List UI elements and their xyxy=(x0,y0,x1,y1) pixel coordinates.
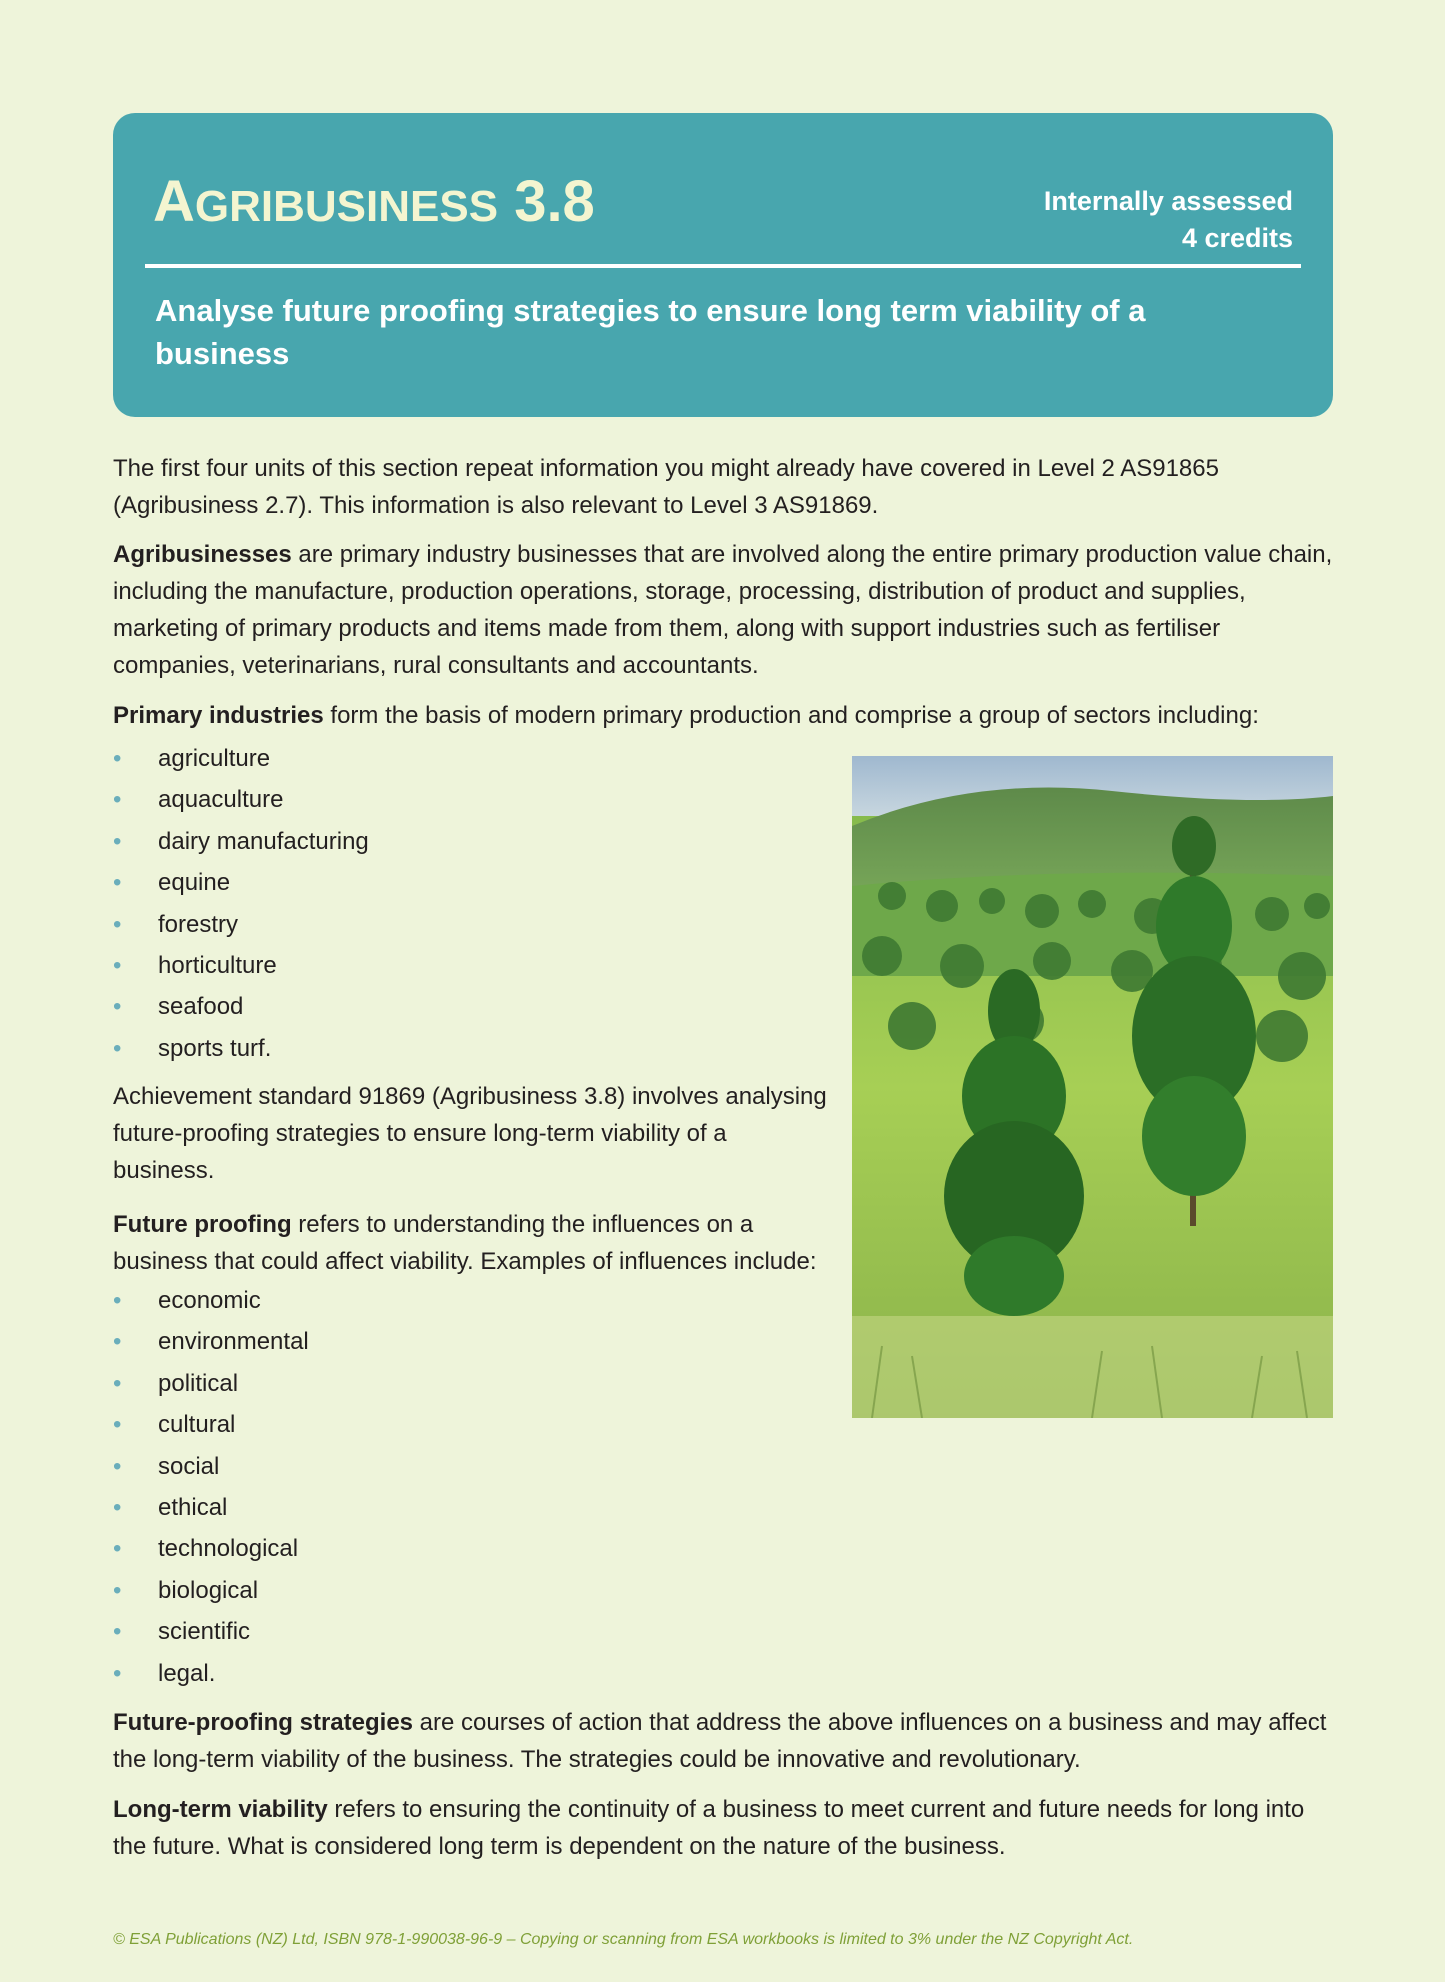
assessment-info xyxy=(1044,183,1293,257)
intro-paragraph: The first four units of this section repeat information you might already have covered in Level 2 AS91865 (Agribusiness 2.7). This information is also relevant to Level 3 AS91869. xyxy=(113,455,1219,519)
pine-seedlings-illustration xyxy=(852,756,1333,1418)
title-number: 3.8 xyxy=(514,169,595,234)
copyright-footer: © ESA Publications (NZ) Ltd, ISBN 978-1-990038-96-9 – Copying or scanning from ESA workbooks is limited to 3% under the NZ Copyright Act. xyxy=(113,1931,1134,1948)
primary-industries-paragraph xyxy=(113,697,1333,734)
influence-item: • legal. xyxy=(113,1653,309,1694)
primary-industries-list xyxy=(113,738,369,1069)
influence-item: • biological xyxy=(113,1570,309,1611)
primary-industry-item: • horticulture xyxy=(113,945,369,986)
primary-industry-item: • sports turf. xyxy=(113,1028,369,1069)
primary-industry-item: • agriculture xyxy=(113,738,369,779)
primary-industries-text: form the basis of modern primary production and comprise a group of sectors including: xyxy=(323,702,1259,729)
future-proofing-paragraph xyxy=(113,1206,833,1280)
influences-list xyxy=(113,1280,309,1694)
influence-item: • social xyxy=(113,1446,309,1487)
viability-term: Long-term viability xyxy=(113,1796,328,1823)
primary-industries-term: Primary industries xyxy=(113,702,324,729)
primary-industry-item: • aquaculture xyxy=(113,779,369,820)
page-subtitle: Analyse future proofing strategies to ensure long term viability of a business xyxy=(155,293,1146,371)
primary-industry-item: • equine xyxy=(113,862,369,903)
primary-industry-item: • forestry xyxy=(113,904,369,945)
influence-item: • ethical xyxy=(113,1487,309,1528)
achievement-paragraph: Achievement standard 91869 (Agribusiness 3.8) involves analysing future-proofing strategies to ensure long-term viability of a business. xyxy=(113,1083,827,1184)
future-proofing-text: refers to understanding the influences on a business that could affect viability. Examples of influences include: xyxy=(113,1211,817,1275)
influence-item: • economic xyxy=(113,1280,309,1321)
influence-item: • environmental xyxy=(113,1321,309,1362)
viability-text: refers to ensuring the continuity of a business to meet current and future needs for long into the future. What is considered long term is dependent on the nature of the business. xyxy=(113,1796,1305,1860)
influence-item: • scientific xyxy=(113,1611,309,1652)
strategies-text: are courses of action that address the above influences on a business and may affect the long-term viability of the business. The strategies could be innovative and revolutionary. xyxy=(113,1709,1327,1773)
agribusinesses-paragraph xyxy=(113,536,1333,684)
strategies-term: Future-proofing strategies xyxy=(113,1709,414,1736)
primary-industry-item: • dairy manufacturing xyxy=(113,821,369,862)
credits: 4 credits xyxy=(1181,223,1293,253)
primary-industry-item: • seafood xyxy=(113,986,369,1027)
pine-seedlings-photo xyxy=(852,756,1333,1418)
title-initial: A xyxy=(153,169,195,234)
assessment-type: Internally assessed xyxy=(1043,186,1293,216)
page-title xyxy=(153,169,595,234)
viability-paragraph xyxy=(113,1791,1333,1865)
header-banner xyxy=(113,113,1333,417)
influence-item: • cultural xyxy=(113,1404,309,1445)
agribusinesses-text: are primary industry businesses that are involved along the entire primary production value chain, including the manufacture, production operations, storage, processing, distribution of product and supplies, marketing of primary products and items made from them, along with support industries such as fertiliser companies, veterinarians, rural consultants and accountants. xyxy=(113,541,1333,679)
agribusinesses-term: Agribusinesses xyxy=(113,541,292,568)
strategies-paragraph xyxy=(113,1704,1333,1778)
influence-item: • technological xyxy=(113,1528,309,1569)
header-divider xyxy=(145,264,1301,268)
future-proofing-term: Future proofing xyxy=(113,1211,292,1238)
influence-item: • political xyxy=(113,1363,309,1404)
title-rest: GRIBUSINESS xyxy=(194,182,499,231)
